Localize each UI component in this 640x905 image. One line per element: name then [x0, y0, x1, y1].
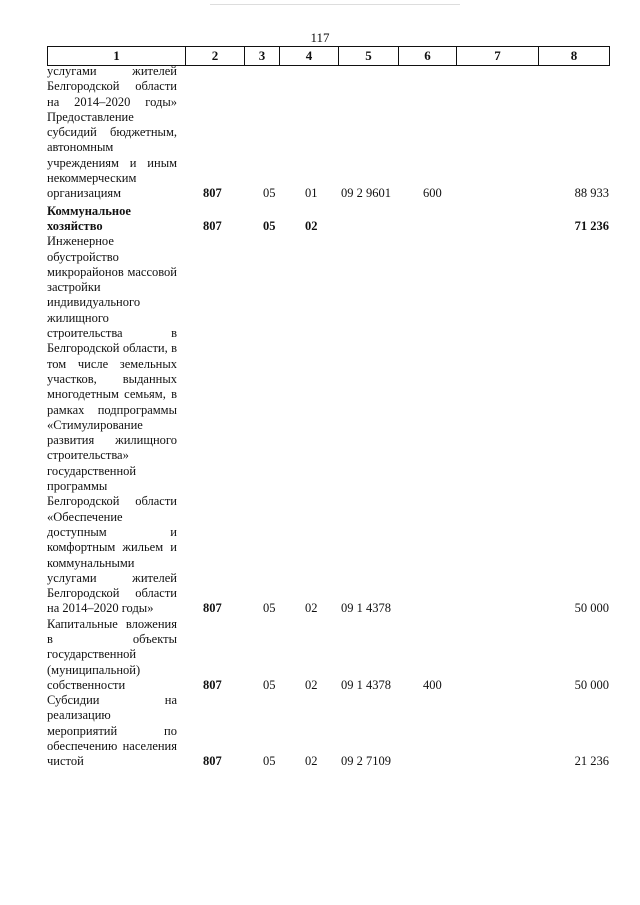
column-header-8: 8: [539, 47, 610, 66]
amount-value: 50 000: [574, 601, 609, 616]
row-description: Инженерное обустройство микрорайонов массовой застройки индивидуального жилищного строительства в Белгородской области, в том числе земельных участков, выданных многодетным семьям, в рамках подпрограммы «Стимулирование развития жилищного строительства» государственной программы Белгородской области «Обеспечение доступным и комфортным жильем и коммунальными услугами жителей Белгородской области на 2014–2020 годы»: [47, 234, 177, 616]
column-header-4: 4: [280, 47, 339, 66]
section-code: 05: [263, 186, 276, 201]
ministry-code: 807: [203, 218, 222, 233]
target-article-code: 09 2 9601: [341, 186, 391, 201]
section-code: 05: [263, 601, 276, 616]
subsection-code: 02: [305, 754, 318, 769]
column-header-7: 7: [457, 47, 539, 66]
column-header-3: 3: [245, 47, 280, 66]
ministry-code: 807: [203, 677, 222, 692]
amount-value: 21 236: [574, 754, 609, 769]
target-article-code: 09 1 4378: [341, 601, 391, 616]
section-code: 05: [263, 218, 276, 233]
page-number: 117: [310, 30, 330, 45]
expense-type-code: 400: [423, 677, 442, 692]
section-code: 05: [263, 677, 276, 692]
ministry-code: 807: [203, 601, 222, 616]
ministry-code: 807: [203, 754, 222, 769]
table-row: [47, 693, 609, 769]
column-header-2: 2: [186, 47, 245, 66]
budget-table-header: [47, 46, 610, 66]
ministry-code: 807: [203, 186, 222, 201]
row-description: Субсидии на реализацию мероприятий по обеспечению населения чистой: [47, 693, 177, 769]
row-description: Капитальные вложения в объекты государственной (муниципальной) собственности: [47, 616, 177, 692]
subsection-code: 02: [305, 601, 318, 616]
table-row: [47, 204, 609, 235]
target-article-code: 09 1 4378: [341, 677, 391, 692]
row-description: услугами жителей Белгородской области на 2014–2020 годы» Предоставление субсидий бюджетным, автономным учреждениям и иным некоммерческим организациям: [47, 64, 177, 201]
amount-value: 71 236: [574, 218, 609, 233]
subsection-code: 02: [305, 218, 318, 233]
table-row: [47, 64, 609, 202]
scan-edge-line: [210, 4, 460, 5]
row-description: Коммунальное хозяйство: [47, 203, 131, 233]
amount-value: 88 933: [574, 186, 609, 201]
subsection-code: 02: [305, 677, 318, 692]
expense-type-code: 600: [423, 186, 442, 201]
column-header-6: 6: [399, 47, 457, 66]
column-header-5: 5: [339, 47, 399, 66]
table-row: [47, 617, 609, 693]
target-article-code: 09 2 7109: [341, 754, 391, 769]
subsection-code: 01: [305, 186, 318, 201]
column-header-1: 1: [48, 47, 186, 66]
amount-value: 50 000: [574, 677, 609, 692]
table-row: [47, 234, 609, 616]
budget-table-body: [47, 64, 609, 770]
section-code: 05: [263, 754, 276, 769]
